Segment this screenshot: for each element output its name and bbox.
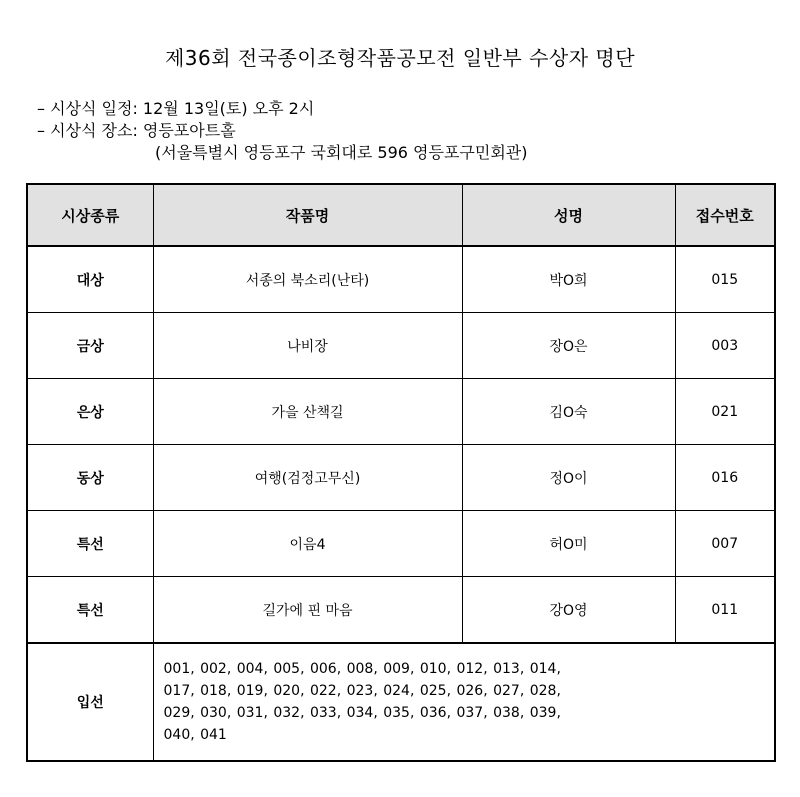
table-row bbox=[27, 511, 775, 577]
header-entry-number: 접수번호 bbox=[675, 184, 775, 246]
work-title-cell: 길가에 핀 마음 bbox=[153, 577, 462, 644]
header-award-type: 시상종류 bbox=[27, 184, 153, 246]
honorable-numbers-line: 040, 041 bbox=[163, 727, 227, 743]
entry-number-cell: 011 bbox=[675, 577, 775, 644]
work-title-cell: 이음4 bbox=[153, 511, 462, 577]
winner-name-cell: 장O은 bbox=[462, 313, 675, 379]
ceremony-date: – 시상식 일정: 12월 13일(토) 오후 2시 bbox=[37, 99, 315, 118]
entry-number-cell: 015 bbox=[675, 246, 775, 313]
table-row bbox=[27, 445, 775, 511]
award-type-cell: 동상 bbox=[27, 445, 153, 511]
table-row bbox=[27, 379, 775, 445]
ceremony-address: (서울특별시 영등포구 국회대로 596 영등포구민회관) bbox=[155, 143, 528, 162]
header-work-title: 작품명 bbox=[153, 184, 462, 246]
honorable-numbers-line: 001, 002, 004, 005, 006, 008, 009, 010, 012, 013, 014, bbox=[163, 661, 561, 677]
work-title-cell: 가을 산책길 bbox=[153, 379, 462, 445]
winner-name-cell: 김O숙 bbox=[462, 379, 675, 445]
honorable-numbers-line: 029, 030, 031, 032, 033, 034, 035, 036, 037, 038, 039, bbox=[163, 705, 561, 721]
awards-table bbox=[26, 183, 776, 762]
winner-name-cell: 강O영 bbox=[462, 577, 675, 644]
page-title: 제36회 전국종이조형작품공모전 일반부 수상자 명단 bbox=[164, 46, 636, 70]
header-name: 성명 bbox=[462, 184, 675, 246]
honorable-mention-numbers bbox=[153, 643, 775, 761]
entry-number-cell: 016 bbox=[675, 445, 775, 511]
ceremony-info bbox=[37, 98, 528, 164]
work-title-cell: 나비장 bbox=[153, 313, 462, 379]
winner-name-cell: 박O희 bbox=[462, 246, 675, 313]
work-title-cell: 서종의 북소리(난타) bbox=[153, 246, 462, 313]
entry-number-cell: 021 bbox=[675, 379, 775, 445]
winner-name-cell: 정O이 bbox=[462, 445, 675, 511]
entry-number-cell: 007 bbox=[675, 511, 775, 577]
table-header-row bbox=[27, 184, 775, 246]
work-title-cell: 여행(검정고무신) bbox=[153, 445, 462, 511]
award-type-cell: 특선 bbox=[27, 577, 153, 644]
award-type-cell: 금상 bbox=[27, 313, 153, 379]
winner-name-cell: 허O미 bbox=[462, 511, 675, 577]
award-type-cell: 입선 bbox=[27, 643, 153, 761]
award-type-cell: 특선 bbox=[27, 511, 153, 577]
award-type-cell: 대상 bbox=[27, 246, 153, 313]
table-row bbox=[27, 577, 775, 644]
honorable-mention-row bbox=[27, 643, 775, 761]
table-row bbox=[27, 313, 775, 379]
table-row bbox=[27, 246, 775, 313]
honorable-numbers-line: 017, 018, 019, 020, 022, 023, 024, 025, 026, 027, 028, bbox=[163, 683, 561, 699]
ceremony-place: – 시상식 장소: 영등포아트홀 bbox=[37, 121, 236, 140]
entry-number-cell: 003 bbox=[675, 313, 775, 379]
award-type-cell: 은상 bbox=[27, 379, 153, 445]
